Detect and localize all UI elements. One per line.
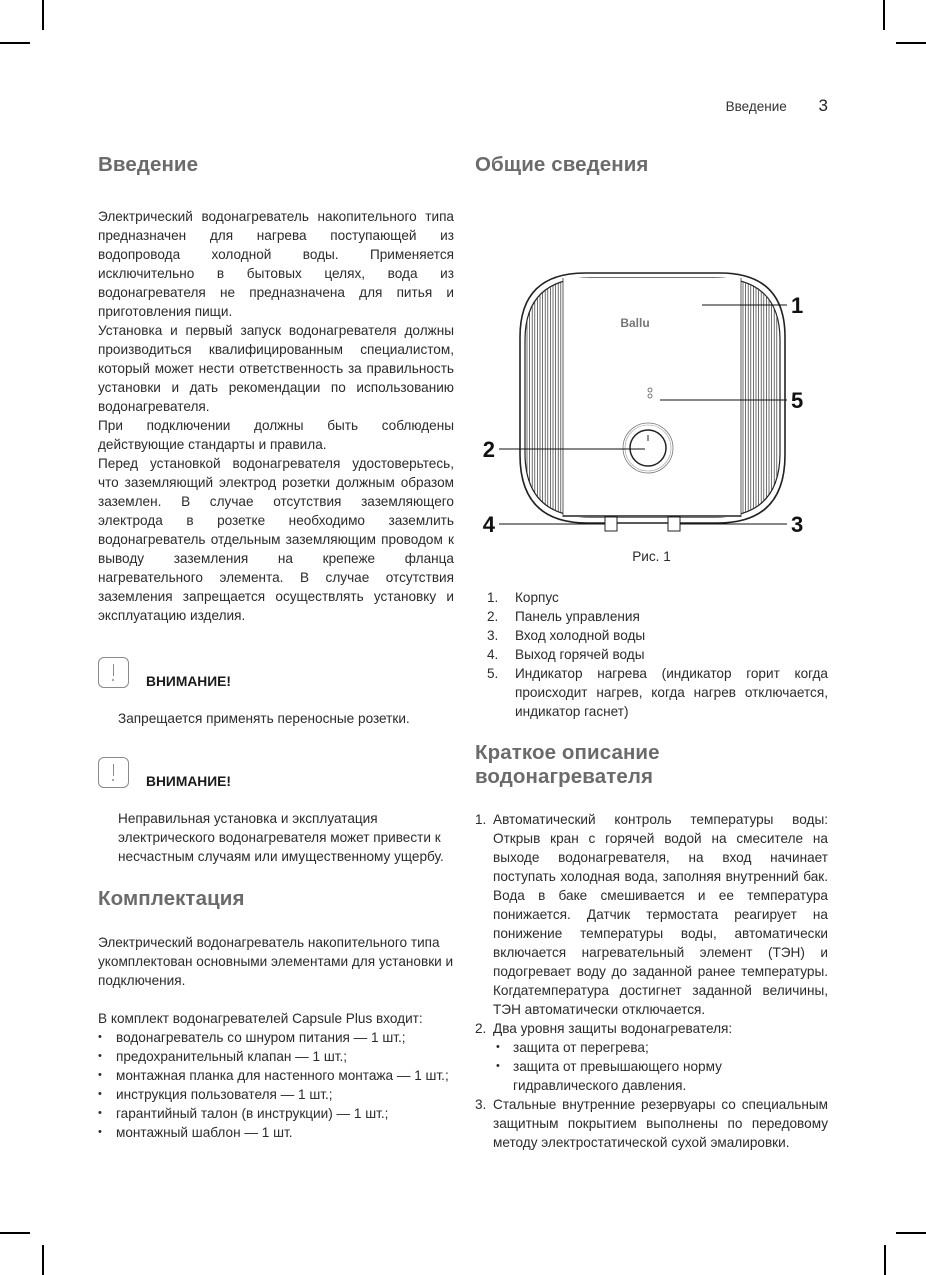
warning-label: ВНИМАНИЕ! [146, 674, 231, 689]
item-number: 2. [487, 609, 499, 624]
hot-water-outlet [605, 517, 617, 531]
item-text: Индикатор нагрева (индикатор горит когда происходит нагрев, когда нагрев отключается, индикатор гаснет) [515, 666, 828, 719]
item-number: 4. [487, 647, 499, 662]
crop-mark [42, 1245, 44, 1275]
item-number: 2. [475, 1021, 487, 1036]
running-header-section: Введение [725, 99, 787, 114]
description-item [475, 1095, 828, 1152]
kit-list-intro: В комплект водонагревателей Capsule Plus входит: [98, 1011, 423, 1026]
intro-paragraph: Электрический водонагреватель накопительного типа предназначен для нагрева поступающей из водопровода холодной воды. Применяется исключительно в бытовых целях, вода из водонагревателя не предназначена для питья и приготовления пищи. [98, 209, 454, 319]
crop-mark [884, 1245, 886, 1275]
item-text: Панель управления [515, 609, 640, 624]
warning-text: Запрещается применять переносные розетки. [118, 711, 410, 726]
crop-mark [0, 42, 30, 44]
kit-list [98, 1028, 454, 1142]
left-column [98, 150, 454, 1142]
warning-text: Неправильная установка и эксплуатация электрического водонагревателя может привести к несчастным случаям или имущественному ущербу. [118, 811, 444, 864]
item-text: Корпус [515, 590, 559, 605]
parts-list-item [475, 645, 828, 664]
description-item [475, 810, 828, 1019]
item-number: 1. [487, 590, 499, 605]
intro-heading: Введение [98, 153, 199, 176]
intro-paragraph: При подключении должны быть соблюдены действующие стандарты и правила. [98, 418, 454, 452]
kit-paragraph: Электрический водонагреватель накопительного типа укомплектован основными элементами для установки и подключения. [98, 935, 454, 988]
parts-list-item [475, 588, 828, 607]
kit-list-item: • монтажная планка для настенного монтажа — 1 шт.; [98, 1066, 454, 1085]
water-heater-figure [475, 205, 828, 535]
exclamation-icon [98, 657, 129, 688]
item-number: 3. [475, 1097, 487, 1112]
water-heater-diagram [475, 205, 828, 535]
parts-list [475, 588, 828, 721]
parts-list-item [475, 664, 828, 721]
right-column [475, 150, 828, 1152]
description-item [475, 1019, 828, 1095]
item-number: 5. [487, 666, 499, 681]
callout-2: 2 [482, 437, 495, 462]
item-number: 1. [475, 812, 487, 827]
intro-paragraph: Установка и первый запуск водонагревателя должны производиться квалифицированным специалистом, который может нести ответственность за правильность установки и дать рекомендации по использованию водонагревателя. [98, 323, 454, 414]
item-text: Стальные внутренние резервуары со специальным защитным покрытием выполнены по передовому методу электростатической сухой эмалировки. [493, 1097, 828, 1150]
parts-list-item [475, 626, 828, 645]
general-heading: Общие сведения [475, 153, 649, 176]
running-header [726, 96, 828, 116]
figure-caption: Рис. 1 [632, 549, 671, 564]
protection-list [493, 1038, 828, 1095]
intro-paragraph: Перед установкой водонагревателя удостоверьтесь, что заземляющий электрод розетки должным образом заземлен. В случае отсутствия заземляющего электрода в розетке необходимо заземлить водонагреватель отдельным заземляющим проводом к выводу заземления на крепеже фланца нагревательного элемента. В случае отсутствия заземления запрещается осуществлять установку и эксплуатацию изделия. [98, 456, 454, 623]
protection-item: • защита от перегрева; [493, 1038, 828, 1057]
description-list [475, 810, 828, 1152]
parts-list-item [475, 607, 828, 626]
kit-list-item: • предохранительный клапан — 1 шт.; [98, 1047, 454, 1066]
kit-list-item: • водонагреватель со шнуром питания — 1 шт.; [98, 1028, 454, 1047]
callout-3: 3 [791, 512, 804, 535]
kit-heading: Комплектация [98, 887, 245, 910]
crop-mark [0, 1232, 30, 1234]
kit-list-item: • инструкция пользователя — 1 шт.; [98, 1085, 454, 1104]
callout-4: 4 [482, 512, 495, 535]
item-text: Два уровня защиты водонагревателя: [493, 1021, 733, 1036]
crop-mark [883, 0, 885, 30]
crop-mark [896, 42, 926, 44]
crop-mark [896, 1232, 926, 1234]
item-text: Автоматический контроль температуры воды: Открыв кран с горячей водой на смесителе на выходе водонагревателя, на вход начинает поступать холодная вода, заполняя внутренний бак. Вода в баке смешивается и ее температура понижается. Датчик термостата реагирует на понижение температуры воды, автоматически включается нагревательный элемент (ТЭН) и подогревает воду до заданной ранее температуры. Когдатемпература достигнет заданной величины, ТЭН автоматически отключается. [493, 812, 828, 1017]
callout-5: 5 [791, 388, 804, 413]
exclamation-icon [98, 757, 129, 788]
item-text: Вход холодной воды [515, 628, 646, 643]
cold-water-inlet [668, 517, 680, 531]
description-heading: Краткое описание водонагревателя [475, 741, 660, 788]
callout-1: 1 [791, 293, 804, 318]
ballu-logo: Ballu [620, 316, 650, 330]
intro-body [98, 207, 454, 625]
warning-block [98, 757, 454, 797]
kit-list-item: • монтажный шаблон — 1 шт. [98, 1123, 454, 1142]
warning-block [98, 657, 454, 697]
warning-label: ВНИМАНИЕ! [146, 774, 231, 789]
kit-list-item: • гарантийный талон (в инструкции) — 1 шт.; [98, 1104, 454, 1123]
page-number: 3 [818, 96, 828, 115]
item-text: Выход горячей воды [515, 647, 645, 662]
crop-mark [42, 0, 44, 30]
item-number: 3. [487, 628, 499, 643]
protection-item: • защита от превышающего норму гидравлического давления. [493, 1057, 828, 1095]
